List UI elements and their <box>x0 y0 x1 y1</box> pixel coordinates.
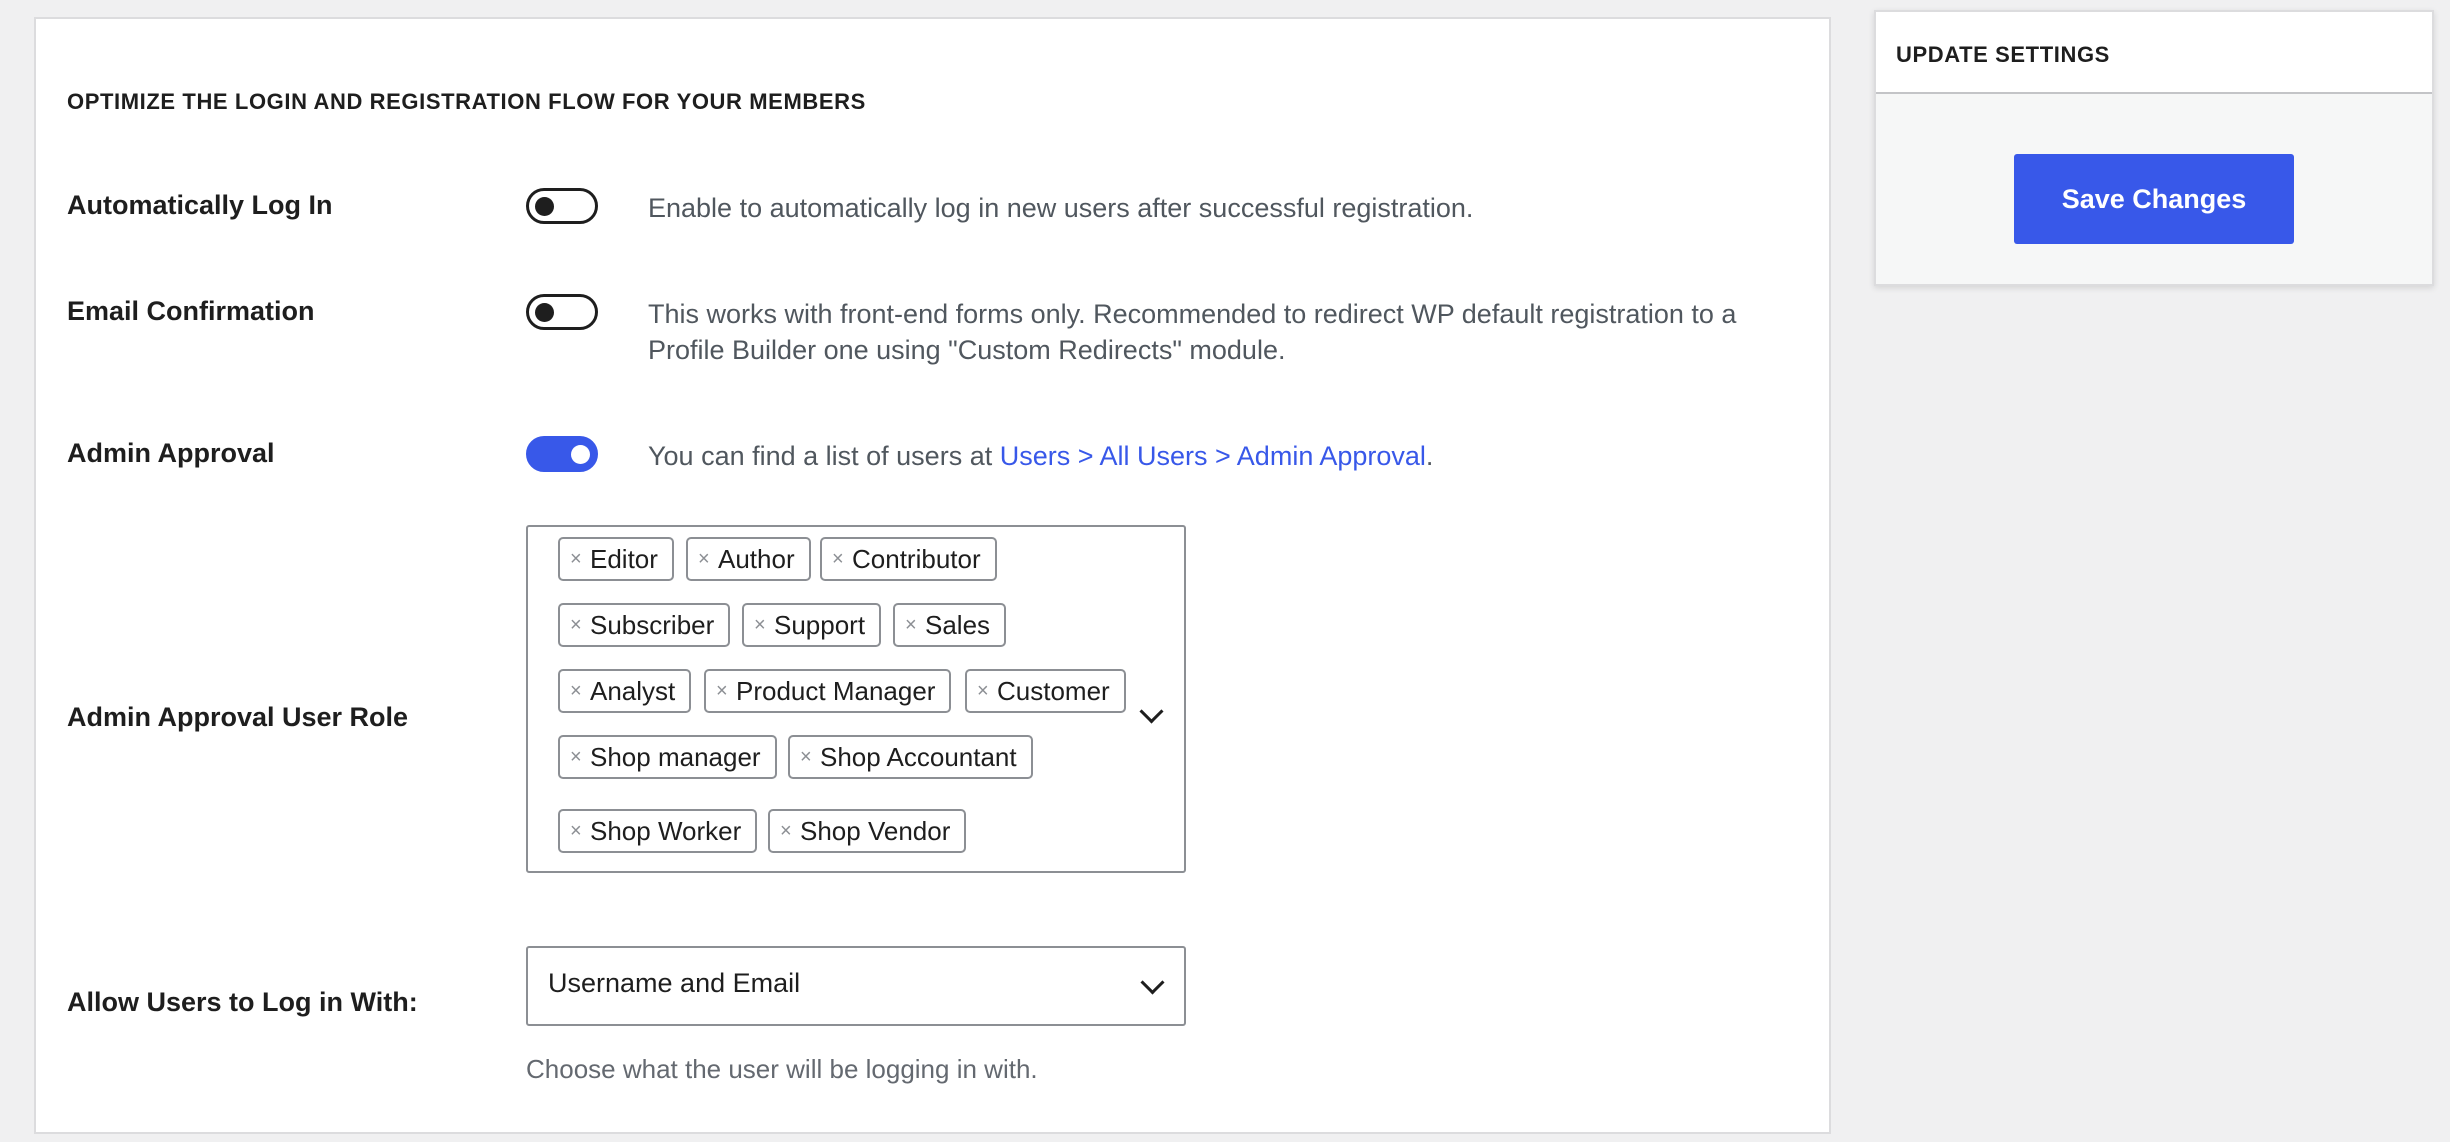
admin-approval-label: Admin Approval <box>67 438 275 468</box>
role-tag <box>704 669 951 713</box>
admin-approval-role-label: Admin Approval User Role <box>67 702 409 732</box>
remove-tag-icon[interactable]: × <box>800 746 812 768</box>
toggle-knob <box>571 445 590 464</box>
role-tag <box>558 537 674 581</box>
role-tag-label: Shop Accountant <box>820 742 1017 772</box>
update-settings-title: UPDATE SETTINGS <box>1896 42 2110 67</box>
role-tag <box>965 669 1126 713</box>
description-prefix: You can find a list of users at <box>648 441 1000 471</box>
role-tag <box>558 809 757 853</box>
remove-tag-icon[interactable]: × <box>905 614 917 636</box>
role-tag-label: Support <box>774 610 866 640</box>
remove-tag-icon[interactable]: × <box>780 820 792 842</box>
description-line: This works with front-end forms only. Recommended to redirect WP default registration to a <box>648 299 1737 329</box>
chevron-down-icon <box>1140 970 1164 994</box>
toggle-knob <box>535 197 554 216</box>
role-tag-label: Shop Vendor <box>800 816 951 846</box>
user-role-multiselect[interactable] <box>526 525 1186 873</box>
role-tag <box>558 669 691 713</box>
role-tag <box>686 537 811 581</box>
auto-login-label: Automatically Log In <box>67 190 333 220</box>
role-tag <box>558 735 777 779</box>
role-tag-label: Analyst <box>590 676 676 706</box>
remove-tag-icon[interactable]: × <box>570 614 582 636</box>
role-tag <box>768 809 966 853</box>
role-tag-label: Shop Worker <box>590 816 742 846</box>
section-title: OPTIMIZE THE LOGIN AND REGISTRATION FLOW FOR YOUR MEMBERS <box>67 89 866 114</box>
remove-tag-icon[interactable]: × <box>977 680 989 702</box>
remove-tag-icon[interactable]: × <box>570 746 582 768</box>
settings-panel <box>34 17 1831 1134</box>
login-with-label: Allow Users to Log in With: <box>67 987 418 1017</box>
update-settings-box <box>1874 10 2434 286</box>
role-tag-label: Contributor <box>852 544 981 574</box>
admin-approval-link[interactable]: Users > All Users > Admin Approval <box>999 441 1426 471</box>
email-confirmation-toggle[interactable] <box>526 294 598 330</box>
role-tag-label: Sales <box>925 610 991 640</box>
role-tag <box>788 735 1033 779</box>
role-tag-label: Customer <box>997 676 1110 706</box>
role-tag <box>558 603 730 647</box>
role-tag <box>820 537 997 581</box>
remove-tag-icon[interactable]: × <box>570 820 582 842</box>
remove-tag-icon[interactable]: × <box>832 548 844 570</box>
role-tag <box>742 603 881 647</box>
email-confirmation-description <box>648 296 1808 368</box>
auto-login-toggle[interactable] <box>526 188 598 224</box>
description-line: Profile Builder one using "Custom Redirects" module. <box>648 335 1286 365</box>
remove-tag-icon[interactable]: × <box>570 548 582 570</box>
login-with-select[interactable] <box>526 946 1186 1026</box>
chevron-down-icon[interactable] <box>1139 699 1163 723</box>
role-tag-label: Product Manager <box>736 676 936 706</box>
role-tag-label: Shop manager <box>590 742 761 772</box>
remove-tag-icon[interactable]: × <box>698 548 710 570</box>
remove-tag-icon[interactable]: × <box>570 680 582 702</box>
admin-approval-description <box>648 438 1808 474</box>
save-changes-button[interactable]: Save Changes <box>2014 154 2294 244</box>
role-tag-label: Subscriber <box>590 610 715 640</box>
remove-tag-icon[interactable]: × <box>716 680 728 702</box>
update-settings-header <box>1876 12 2432 94</box>
toggle-knob <box>535 303 554 322</box>
description-suffix: . <box>1425 441 1434 471</box>
remove-tag-icon[interactable]: × <box>754 614 766 636</box>
admin-approval-toggle[interactable] <box>526 436 598 472</box>
login-with-help: Choose what the user will be logging in with. <box>526 1054 1038 1084</box>
role-tag <box>893 603 1006 647</box>
login-with-selected: Username and Email <box>548 968 801 998</box>
role-tag-label: Author <box>718 544 795 574</box>
role-tag-label: Editor <box>590 544 658 574</box>
email-confirmation-label: Email Confirmation <box>67 296 315 326</box>
auto-login-description: Enable to automatically log in new users after successful registration. <box>648 193 1474 223</box>
